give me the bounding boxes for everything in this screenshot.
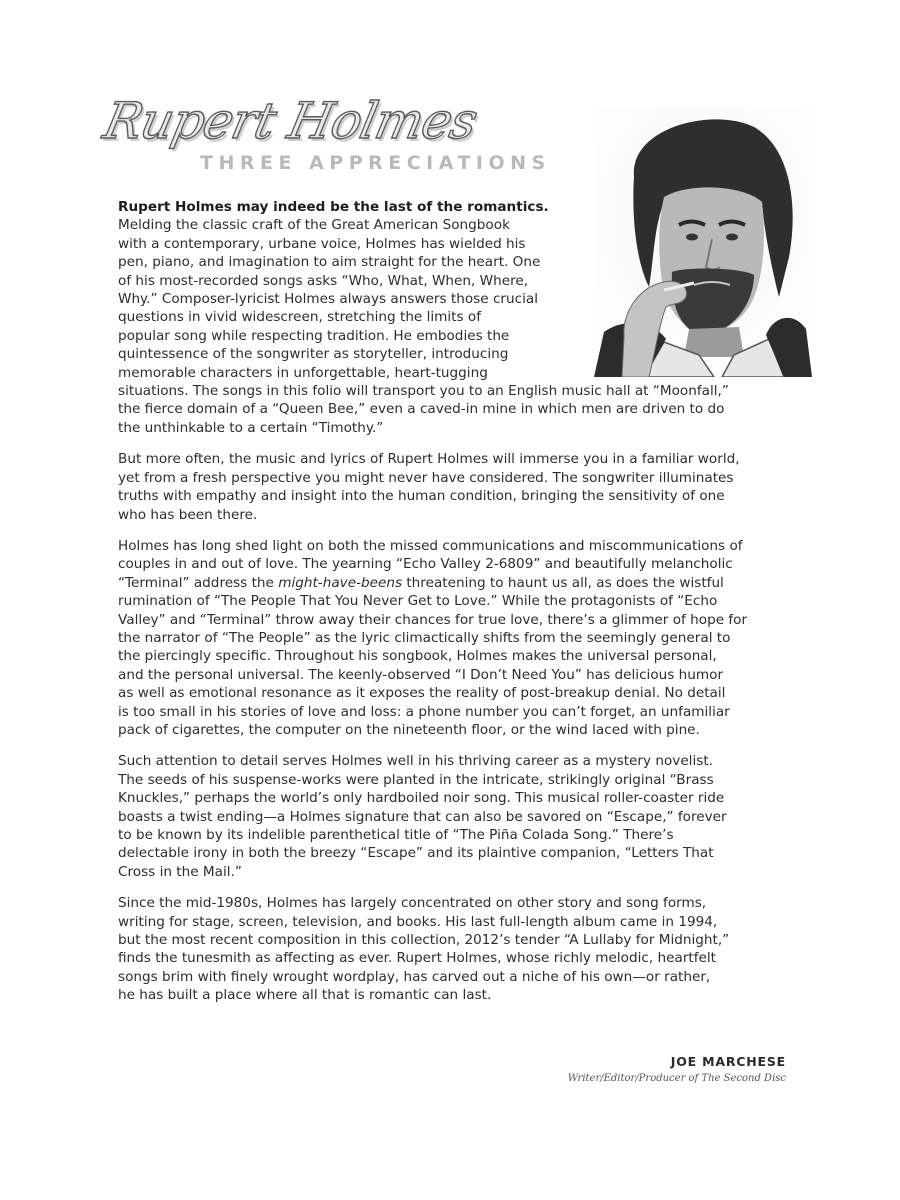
text-line: writing for stage, screen, television, and books. His last full-length album came in 1994, bbox=[118, 913, 718, 930]
script-title: Rupert Holmes bbox=[98, 92, 482, 150]
paragraph-4 bbox=[118, 752, 786, 881]
paragraph-3 bbox=[118, 537, 786, 739]
text-line: to be known by its indelible parenthetical title of “The Piña Colada Song.” There’s bbox=[118, 827, 674, 843]
text-line: couples in and out of love. The yearning “Echo Valley 2-6809” and beautifully melancholic bbox=[118, 556, 733, 573]
text-line: Melding the classic craft of the Great American Songbook bbox=[118, 217, 510, 234]
title-block bbox=[98, 92, 575, 192]
text-line: rumination of “The People That You Never Get to Love.” While the protagonists of “Echo bbox=[118, 593, 718, 610]
text-line: situations. The songs in this folio will transport you to an English music hall at “Moonfall,” bbox=[118, 383, 729, 400]
text-line: but the most recent composition in this collection, 2012’s tender “A Lullaby for Midnight,” bbox=[118, 932, 730, 949]
text-line: the narrator of “The People” as the lyric climactically shifts from the seemingly general to bbox=[118, 629, 731, 646]
author-name: JOE MARCHESE bbox=[670, 1054, 786, 1069]
text-line: pack of cigarettes, the computer on the nineteenth floor, or the wind laced with pine. bbox=[118, 721, 700, 738]
text-line: songs brim with finely wrought wordplay, has carved out a niche of his own—or rather, bbox=[118, 968, 711, 985]
text-line: truths with empathy and insight into the human condition, bringing the sensitivity of one bbox=[118, 488, 725, 505]
text-line: who has been there. bbox=[118, 506, 258, 523]
text-line bbox=[118, 574, 786, 592]
text-segment: threatening to haunt us all, as does the wistful bbox=[402, 574, 724, 591]
text-line: and the personal universal. The keenly-observed “I Don’t Need You” has delicious humor bbox=[118, 666, 724, 683]
text-line: the fierce domain of a “Queen Bee,” even a caved-in mine in which men are driven to do bbox=[118, 401, 725, 418]
text-line: The seeds of his suspense-works were planted in the intricate, strikingly original “Brass bbox=[118, 771, 714, 788]
text-line: boasts a twist ending—a Holmes signature that can also be savored on “Escape,” forever bbox=[118, 808, 727, 825]
paragraph-1 bbox=[118, 198, 786, 437]
text-line: But more often, the music and lyrics of Rupert Holmes will immerse you in a familiar world, bbox=[118, 451, 740, 468]
text-line: Such attention to detail serves Holmes well in his thriving career as a mystery novelist. bbox=[118, 753, 713, 770]
article-body bbox=[118, 198, 786, 1018]
text-line: Cross in the Mail.” bbox=[118, 863, 242, 880]
paragraph-5 bbox=[118, 894, 786, 1004]
lead-sentence: Rupert Holmes may indeed be the last of the romantics. bbox=[118, 199, 549, 215]
text-line: yet from a fresh perspective you might never have considered. The songwriter illuminates bbox=[118, 469, 734, 486]
text-line: is too small in his stories of love and loss: a phone number you can’t forget, an unfamiliar bbox=[118, 703, 730, 720]
text-line: of his most-recorded songs asks “Who, What, When, Where, bbox=[118, 272, 529, 289]
subtitle: THREE APPRECIATIONS bbox=[200, 152, 551, 174]
text-line: as well as emotional resonance as it exposes the reality of post-breakup denial. No detail bbox=[118, 685, 726, 702]
emphasis-text: might-have-beens bbox=[278, 574, 403, 591]
text-line: popular song while respecting tradition. He embodies the bbox=[118, 327, 510, 344]
text-line: questions in vivid widescreen, stretching the limits of bbox=[118, 309, 482, 326]
text-line: quintessence of the songwriter as storyteller, introducing bbox=[118, 346, 509, 363]
text-line: with a contemporary, urbane voice, Holmes has wielded his bbox=[118, 235, 526, 252]
text-line: memorable characters in unforgettable, heart-tugging bbox=[118, 364, 488, 381]
paragraph-2 bbox=[118, 450, 786, 524]
text-line: pen, piano, and imagination to aim straight for the heart. One bbox=[118, 254, 541, 271]
text-line: Knuckles,” perhaps the world’s only hardboiled noir song. This musical roller-coaster ride bbox=[118, 790, 725, 807]
signature bbox=[568, 1054, 786, 1084]
text-line: Valley” and “Terminal” throw away their chances for true love, there’s a glimmer of hope for bbox=[118, 611, 748, 628]
text-line: the unthinkable to a certain “Timothy.” bbox=[118, 419, 384, 436]
text-line: the piercingly specific. Throughout his songbook, Holmes makes the universal personal, bbox=[118, 648, 717, 665]
text-line: Holmes has long shed light on both the missed communications and miscommunications of bbox=[118, 537, 743, 554]
text-line: delectable irony in both the breezy “Escape” and its plaintive companion, “Letters That bbox=[118, 845, 714, 862]
text-line: Why.” Composer-lyricist Holmes always answers those crucial bbox=[118, 291, 538, 308]
author-role: Writer/Editor/Producer of The Second Disc bbox=[567, 1073, 786, 1084]
text-line: finds the tunesmith as affecting as ever. Rupert Holmes, whose richly melodic, heartfelt bbox=[118, 950, 717, 967]
text-line: Since the mid-1980s, Holmes has largely concentrated on other story and song forms, bbox=[118, 895, 707, 912]
text-line: he has built a place where all that is romantic can last. bbox=[118, 987, 492, 1004]
text-segment: “Terminal” address the bbox=[118, 574, 279, 591]
